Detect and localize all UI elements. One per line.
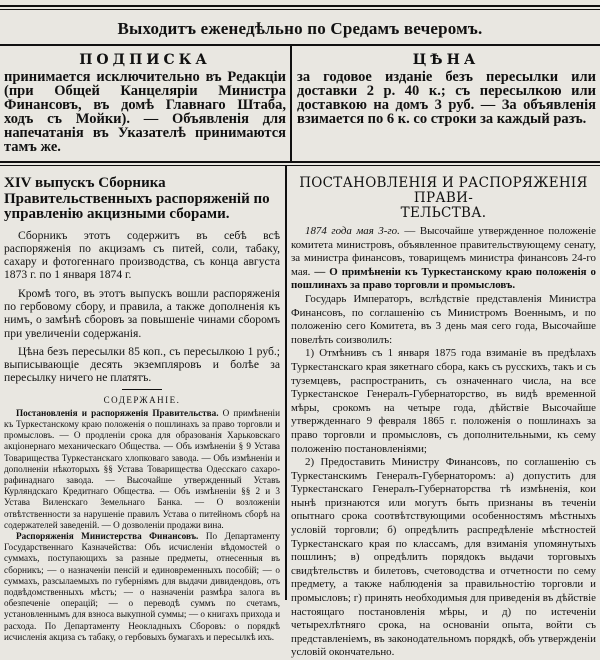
body-column-divider [285,166,287,600]
subscription-heading: ПОДПИСКА [79,52,211,68]
digest-paragraph-3: Цѣна безъ пересылки 85 коп., съ пересылкою 1 руб.; выписывающіе десять экземпляровъ и болѣе за пересылку ничего не платятъ. [4,344,280,385]
decree-intro [291,225,596,293]
decree-date: 1874 года мая 3-го. [305,225,400,237]
header-divider [0,44,600,46]
subscription-text: принимается исключительно въ Редакціи (при Общей Канцеляріи Министра Финансовъ, въ домѣ Главнаго Штаба, ходъ съ Мойки). — Объявленія для напечатанія въ Указателѣ принимаются тамъ же. [4,69,286,155]
left-column [4,175,281,642]
contents-lead-2: Распоряженія Министерства Финансовъ. [16,531,199,541]
decree-paragraph-2: Государь Императоръ, вслѣдствіе представленія Министра Финансовъ, по соглашенію съ Министромъ Военнымъ, и по положенію сего Комитета, въ 3 день мая сего года, Высочайше повелѣть соизволилъ: [291,292,596,346]
price-heading: ЦѢНА [412,52,480,68]
top-rule-thin [0,9,600,10]
decree-intro-text: — Высочайше утвержденное положеніе комитета министровъ, объявленное правительствующему сенату, за министра финансовъ, товарищемъ министра финансовъ 24-го мая. [291,225,596,278]
price-text: за годовое изданіе безъ пересылки или доставки 2 р. 40 к.; съ пересылкою или доставкою на домъ 3 руб. — За объявленія взимается по 6 к. со строки за каждый разъ. [297,69,596,127]
contents-text-2: По Департаменту Государственнаго Казначейства: Объ исчисленіи вѣдомостей о суммахъ, поступающихъ за разные предметы, отнесенныя въ сборникъ; — о назначеніи пенсій и единовременныхъ пособій; — о суммахъ, разсылаемыхъ по губерніямъ для выдачи дивидендовъ, отъ подвѣдомственныхъ мѣстъ; — о назначеніи размѣра залога въ обезпеченіе операцій; — о переводѣ суммъ по счетамъ, установленнымъ для взноса выкупной суммы; — о книгахъ прихода и расхода. По Департаменту Неокладныхъ Сборовъ: о порядкѣ исчисленія акциза съ табаку, о гербовыхъ бумагахъ и пересылкѣ ихъ. [4,531,281,642]
digest-heading: XIV выпускъ Сборника Правительственныхъ распоряженій по управленію акцизными сборами. [4,175,270,222]
right-column [291,175,596,659]
decree-paragraph-4: 2) Предоставить Министру Финансовъ, по соглашенію съ Туркестанскимъ Генералъ-Губернаторомъ: а) допустить для Туркестанскаго Генералъ-Губернаторства тѣ измѣненія, кои нынѣ признаются или могутъ быть признаны въ теченіи опытнаго срока соотвѣтствующими особенностямъ мѣстныхъ условій торговли; б) опредѣлить распредѣленіе мѣстностей Туркестанскаго края по классамъ, для взиманія упомянутыхъ пошлинъ; в) опредѣлить порядокъ выдачи торговыхъ свидѣтельствъ и билетовъ, счетоводства и отчетности по сему предмету, а также наблюденія за правильностію торговли и промысловъ; г) принять необходимыя для приведенія въ дѣйствіе настоящаго постановленія мѣры, и д) по истеченіи четырехлѣтняго срока, на основаніи опыта, войти съ представленіемъ, въ законодательномъ порядкѣ, объ утвержденіи условій окончательно. [291,456,596,659]
publication-frequency: Выходитъ еженедѣльно по Средамъ вечеромъ. [117,19,483,38]
contents-section-2 [4,531,280,643]
top-rule [0,5,600,7]
section-heading-line-2: ТЕЛЬСТВА. [400,205,487,221]
decree-paragraph-3: 1) Отмѣнивъ съ 1 января 1875 года взиманіе въ предѣлахъ Туркестанскаго края зякетнаго сбора, какъ съ русскихъ, такъ и съ туземцевъ, распространить, съ означеннаго числа, на все Туркестанское Генералъ-Губернаторство, въ видѣ временной мѣры, срокомъ на четыре года, дѣйствіе Высочайше утвержденнаго 9 февраля 1865 г. положенія о пошлинахъ за право торговли и промысловъ, съ дополнительными, къ сему положенію постановленіями; [291,347,596,455]
short-rule [122,389,162,390]
contents-heading: СОДЕРЖАНІЕ. [103,394,181,405]
contents-lead-1: Постановленія и распоряженія Правительства. [16,407,219,418]
double-rule-top [0,161,600,163]
contents-text-1: О примѣненіи къ Туркестанскому краю положенія о пошлинахъ за право торговли и промысловъ. — О продленіи срока для образованія Харьковскаго акціонернаго механическаго Общества. — Объ измѣненіи § 9 Устава Товарищества Туркестанскаго хлопковаго завода. — Объ измѣненіи и дополненіи нѣкоторыхъ §§ Устава Товарищества Одесскаго сахаро-рафинаднаго завода. — Высочайше утвержденный Уставъ Курляндскаго Кредитнаго Общества. — Объ измѣненіи §§ 2 и 3 Устава Виленскаго Земельнаго Банка. — О возложеніи отвѣтственности за нарушеніе правилъ Устава о питейномъ сборѣ на содержателей заведеній. — О дозволеніи продажи вина. [4,407,281,530]
digest-paragraph-2: Кромѣ того, въ этотъ выпускъ вошли распоряженія по гербовому сбору, и правила, а также дополненія къ нимъ, о замѣнѣ сборовъ за повышеніе чинами сборомъ при увеличеніи содержанія. [4,286,280,340]
section-heading-line-1: ПОСТАНОВЛЕНІЯ И РАСПОРЯЖЕНІЯ ПРАВИ- [299,175,588,206]
contents-section-1 [4,408,280,531]
double-rule-bottom [0,165,600,166]
digest-paragraph-1: Сборникъ этотъ содержитъ въ себѣ всѣ распоряженія по акцизамъ съ питей, соли, табаку, сахару и фотогеннаго производства, съ конца августа 1873 г. по 1 января 1874 г. [4,228,280,282]
decree-title: — О примѣненіи къ Туркестанскому краю положенія о пошлинахъ за право торговли и промысловъ. [291,265,596,292]
header-column-divider [290,45,292,161]
